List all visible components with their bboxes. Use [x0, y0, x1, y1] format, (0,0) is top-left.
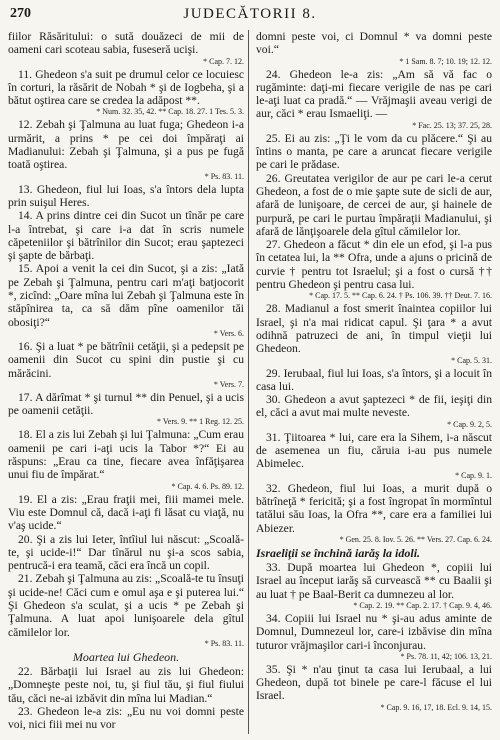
- verse: 29. Ierubaal, fiul lui Ioas, s'a întors, şi a locuit în casa lui.: [256, 366, 492, 393]
- verse-continuation: fiilor Răsăritului: o sută douăzeci de mii de oameni cari scoteau sabia, fuseseră ucişi.: [8, 30, 244, 57]
- cross-reference: * Vers. 7.: [213, 379, 244, 389]
- cross-reference: * Vers. 6.: [213, 328, 244, 338]
- verse: 18. El a zis lui Zebah şi lui Ţalmuna: „Cum erau oamenii pe cari i-aţi ucis la Tabor *?“ Ei au răspuns: „Erau ca tine, fiecare avea înfăţişarea unui fiu de împărat.“: [8, 428, 244, 482]
- cross-reference: * Ps. 83. 11.: [204, 171, 244, 181]
- cross-reference: * Ps. 78. 11, 42; 106. 13, 21.: [400, 651, 492, 661]
- verse: 25. Ei au zis: „Ţi le vom da cu plăcere.“ Şi au întins o manta, pe care a aruncat fiecare verigile pe cari le prădase.: [256, 131, 492, 172]
- verse: 15. Apoi a venit la cei din Sucot, şi a zis: „Iată pe Zebah şi Ţalmuna, pentru cari m'aţi batjocorit *, zicînd: „Oare mîna lui Zebah şi Ţalmuna este în stăpînirea ta, ca să dăm pîne oamenilor tăi obosiţi?“: [8, 262, 244, 329]
- verse: 19. El a zis: „Erau fraţii mei, fiii mamei mele. Viu este Domnul că, dacă i-aţi fi lăsat cu viaţă, nu v'aş ucide.“: [8, 492, 244, 533]
- cross-reference: * Cap. 9. 1.: [455, 470, 492, 480]
- verse: 17. A dărîmat * şi turnul ** din Penuel, şi a ucis pe oamenii cetăţii.: [8, 390, 244, 418]
- cross-reference: * Cap. 17. 5. ** Cap. 6. 24. † Ps. 106. 39. †† Deut. 7. 16.: [309, 291, 492, 301]
- verse: 26. Greutatea verigilor de aur pe cari le-a cerut Ghedeon, a fost de o mie şapte sute de sicli de aur, afară de lunişoare, de cercei de aur, şi hainele de purpură, pe cari le purtau împăraţii Madianului, şi afară de lănţişoarele dela gîtul cămilelor lor.: [256, 171, 492, 238]
- cross-reference: * Cap. 7. 12.: [203, 56, 244, 66]
- verse: 12. Zebah şi Ţalmuna au luat fuga; Ghedeon i-a urmărit, a prins * pe cei doi împăraţi ai Madianului: Zebah şi Ţalmuna, şi a pus pe fugă toată oştirea.: [8, 118, 244, 172]
- section-heading: Israeliţii se închină iarăş la idoli.: [256, 545, 421, 560]
- verse: 22. Bărbaţii lui Israel au zis lui Ghedeon: „Domneşte peste noi, tu, şi fiul tău, şi fiul fiului tău, căci ne-ai izbăvit din mîna lui Madian.“: [8, 665, 244, 705]
- running-title: JUDECĂTORII 8.: [183, 6, 317, 22]
- cross-reference: * 1 Sam. 8. 7; 10. 19; 12. 12.: [399, 56, 492, 66]
- page-header: [0, 6, 500, 24]
- verse: 34. Copiii lui Israel nu * şi-au adus aminte de Domnul, Dumnezeul lor, care-i izbăvise din mîna tuturor vrăjmaşilor cari-i înconjurau.: [256, 611, 492, 652]
- verse: 30. Ghedeon a avut şaptezeci * de fii, ieşiţi din el, căci a avut mai multe neveste.: [256, 393, 492, 420]
- cross-reference: * Cap. 9. 2, 5.: [447, 419, 492, 429]
- section-heading: Moartea lui Ghedeon.: [72, 649, 180, 664]
- cross-reference: * Ps. 83. 11.: [204, 638, 244, 648]
- verse: 27. Ghedeon a făcut * din ele un efod, şi l-a pus în cetatea lui, la ** Ofra, unde a ajuns o pricină de curvie † pentru tot Israelul; şi a fost o cursă †† pentru Ghedeon şi pentru casa lui.: [256, 238, 492, 292]
- cross-reference: * Vers. 9. ** 1 Reg. 12. 25.: [157, 417, 244, 427]
- cross-reference: * Cap. 5. 31.: [451, 355, 492, 365]
- cross-reference: * Fac. 25. 13; 37. 25, 28.: [412, 120, 492, 130]
- right-column: [256, 30, 492, 714]
- cross-reference: * Cap. 2. 19. ** Cap. 2. 17. † Cap. 9. 4, 46.: [353, 600, 492, 610]
- column-divider: [248, 30, 249, 734]
- cross-reference: * Cap. 9. 16, 17, 18. Ecl. 9. 14, 15.: [380, 702, 492, 712]
- cross-reference: * Gen. 25. 8. Iov. 5. 26. ** Vers. 27. Cap. 6. 24.: [339, 534, 492, 544]
- verse: 21. Zebah şi Ţalmuna au zis: „Scoală-te tu însuţi şi ucide-ne! Căci cum e omul aşa e şi puterea lui.“ Şi Ghedeon s'a sculat, şi a ucis * pe Zebah şi Ţalmuna. A luat apoi lunişoarele dela gîtul cămilelor lor.: [8, 572, 244, 639]
- verse: 28. Madianul a fost smerit înaintea copiilor lui Israel, şi n'a mai ridicat capul. Şi ţara * a avut odihnă patruzeci de ani, în timpul vieţii lui Ghedeon.: [256, 302, 492, 356]
- verse: 31. Ţiitoarea * lui, care era la Sihem, i-a născut de asemenea un fiu, căruia i-au pus numele Abimelec.: [256, 430, 492, 471]
- verse: 35. Şi * n'au ţinut ta casa lui Ierubaal, a lui Ghedeon, după tot binele pe care-l făcuse el lui Israel.: [256, 662, 492, 703]
- verse-continuation: domni peste voi, ci Domnul * va domni peste voi.“: [256, 30, 492, 57]
- verse: 23. Ghedeon le-a zis: „Eu nu voi domni peste voi, nici fiii mei nu vor: [8, 705, 244, 732]
- left-column: [8, 30, 244, 732]
- verse: 24. Ghedeon le-a zis: „Am să vă fac o rugăminte: daţi-mi fiecare verigile de nas pe cari le-aţi luat ca pradă.“ — Vrăjmaşii aveau verigi de aur, căci * erau Ismaeliţi. —: [256, 67, 492, 121]
- verse: 32. Ghedeon, fiul lui Ioas, a murit după o bătrîneţă * fericită; şi a fost îngropat în mormîntul tatălui său Ioas, la Ofra **, care era a familiei lui Abiezer.: [256, 481, 492, 535]
- page-number: 270: [10, 6, 31, 21]
- cross-reference: * Cap. 4. 6. Ps. 89. 12.: [171, 481, 244, 491]
- verse: 16. Şi a luat * pe bătrînii cetăţii, şi a pedepsit pe oamenii din Sucot cu spini din pustie şi cu mărăcini.: [8, 339, 244, 380]
- verse: 11. Ghedeon s'a suit pe drumul celor ce locuiesc în corturi, la răsărit de Nobah * şi de Iogbeha, şi a bătut oştirea care se credea la adăpost **.: [8, 67, 244, 108]
- verse: 13. Ghedeon, fiul lui Ioas, s'a întors dela lupta prin suişul Heres.: [8, 182, 244, 209]
- verse: 20. Şi a zis lui Ieter, întîiul lui născut: „Scoală-te, şi ucide-i!“ Dar tînărul nu şi-a scos sabia, pentrucă-i era teamă, căci era încă un copil.: [8, 532, 244, 573]
- verse: 14. A prins dintre cei din Sucot un tînăr pe care l-a întrebat, şi care i-a dat în scris numele căpeteniilor şi bătrînilor din Sucot; erau şaptezeci şi şapte de bărbaţi.: [8, 209, 244, 263]
- verse: 33. După moartea lui Ghedeon *, copiii lui Israel au început iarăş să curvească ** cu Baalii şi au luat † pe Baal-Berit ca dumnezeu al lor.: [256, 561, 492, 601]
- cross-reference: * Num. 32. 35, 42. ** Cap. 18. 27. 1 Tes. 5. 3.: [96, 107, 244, 117]
